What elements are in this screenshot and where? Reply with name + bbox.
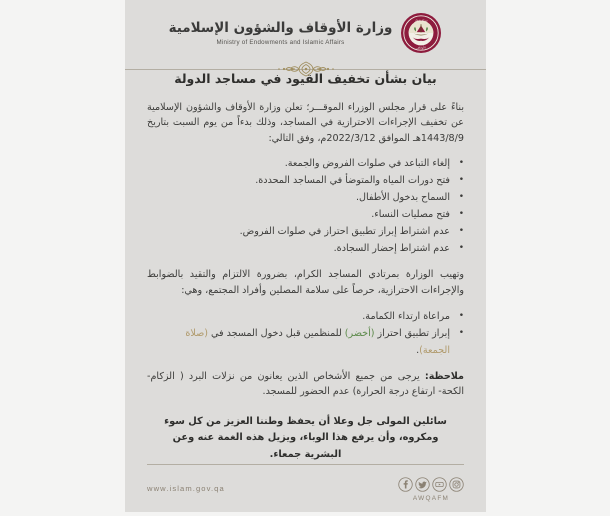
- svg-text:دولة قطر: دولة قطر: [414, 18, 428, 23]
- qatar-state-emblem-icon: [400, 12, 442, 54]
- facebook-icon[interactable]: [398, 477, 413, 492]
- list-item: • إبراز تطبيق احتراز (أخضر) للمنظمين قبل دخول المسجد في (صلاة الجمعة).: [147, 325, 464, 359]
- header: [125, 0, 486, 58]
- social-block: [398, 477, 464, 502]
- list-item: • مراعاة ارتداء الكمامة.: [147, 308, 464, 325]
- announcement-content: [125, 60, 486, 464]
- footer-divider: [147, 464, 464, 465]
- lead-paragraph: بناءً على قرار مجلس الوزراء الموقـــر؛ تعلن وزارة الأوقاف والشؤون الإسلامية عن تخفيف الإجراءات الاحترازية في المساجد، وذلك بدءاً من يوم السبت بتاريخ 1443/8/9هـ الموافق 2022/3/12م، وفق التالي:: [147, 101, 464, 144]
- floral-ornament-icon: [246, 58, 366, 80]
- website-url[interactable]: www.islam.gov.qa: [147, 483, 225, 493]
- closing-prayer: سائلين المولى جل وعلا أن يحفظ وطننا العزيز من كل سوء ومكروه، وأن يرفع هذا الوباء، ويزيل هذه الغمة عنه وعن البشرية جمعاء.: [164, 415, 447, 461]
- health-note: [147, 369, 464, 400]
- announcement-card: [125, 0, 486, 512]
- list-item: • السماح بدخول الأطفال.: [147, 189, 464, 206]
- note-label: ملاحظة:: [424, 370, 464, 382]
- instagram-icon[interactable]: [449, 477, 464, 492]
- guidance-list: [147, 308, 464, 359]
- ministry-name-arabic: وزارة الأوقاف والشؤون الإسلامية: [168, 19, 393, 36]
- svg-text:الأوقاف: الأوقاف: [416, 45, 426, 50]
- ministry-name-english: Ministry of Endowments and Islamic Affairs: [216, 39, 345, 47]
- twitter-icon[interactable]: [415, 477, 430, 492]
- page-title: بيان بشأن تخفيف القيود في مساجد الدولة: [174, 71, 437, 86]
- social-icons: [398, 477, 464, 492]
- list-item: • عدم اشتراط إبراز تطبيق احتراز في صلوات الفروض.: [147, 223, 464, 240]
- list-item: • عدم اشتراط إحضار السجادة.: [147, 240, 464, 257]
- measures-list: [147, 155, 464, 257]
- youtube-icon[interactable]: [432, 477, 447, 492]
- note-text: يرجى من جميع الأشخاص الذين يعانون من نزلات البرد ( الزكام- الكحة- ارتفاع درجة الحرارة) عدم الحضور للمسجد.: [147, 370, 464, 398]
- list-item: • فتح مصليات النساء.: [147, 206, 464, 223]
- social-handle: AWQAFM: [412, 494, 450, 502]
- footer: [125, 464, 486, 516]
- list-item: • فتح دورات المياه والمتوضأ في المساجد المحددة.: [147, 172, 464, 189]
- ministry-wordmark: [169, 20, 393, 46]
- list-item: • إلغاء التباعد في صلوات الفروض والجمعة.: [147, 155, 464, 172]
- guidance-paragraph: وتهيب الوزارة بمرتادي المساجد الكرام، بضرورة الالتزام والتقيد بالضوابط والإجراءات الاحترازية، حرصاً على سلامة المصلين وأفراد المجتمع، وهي:: [147, 269, 464, 296]
